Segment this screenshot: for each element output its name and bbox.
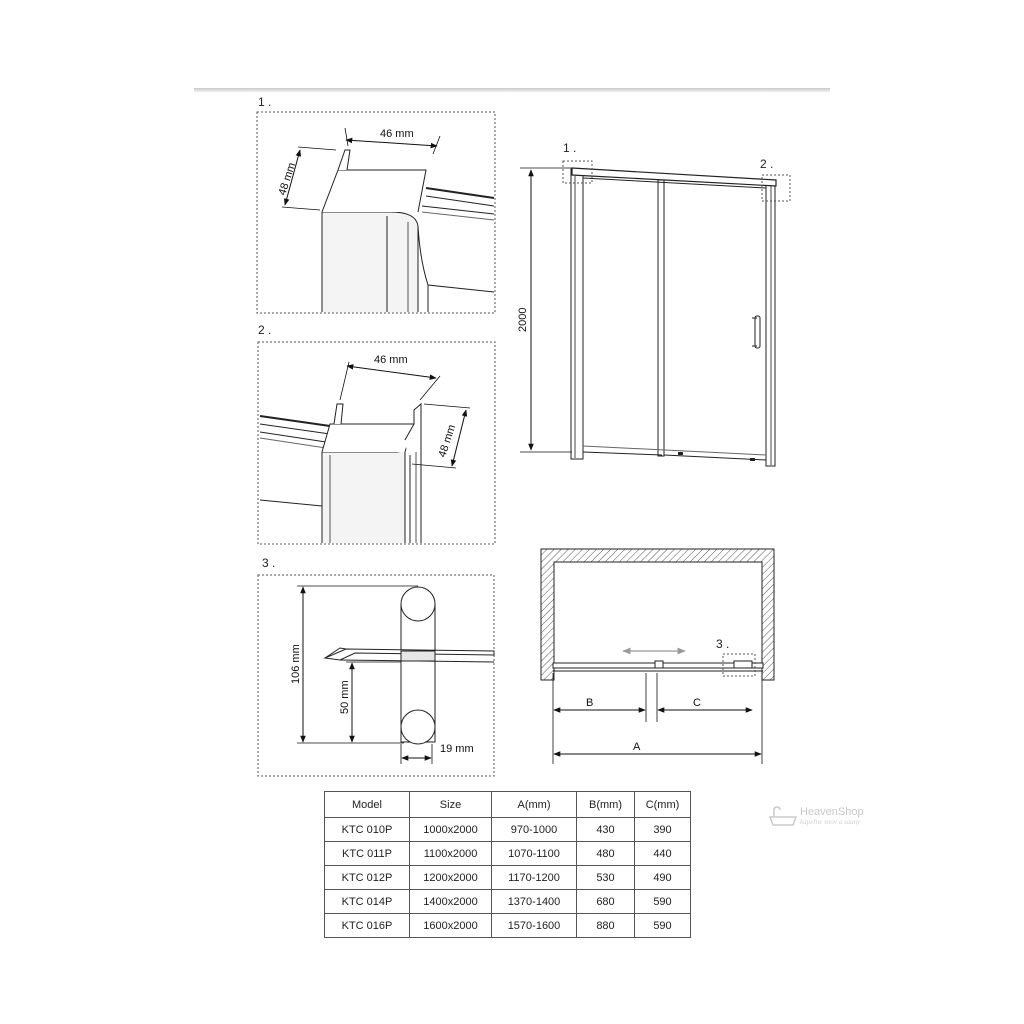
column-header: Size bbox=[410, 792, 492, 818]
plan-view bbox=[541, 549, 774, 764]
table-cell: 590 bbox=[635, 914, 691, 938]
table-row bbox=[325, 818, 691, 842]
watermark-brand: HeavenShop bbox=[800, 806, 864, 818]
detail-3-offset: 50 mm bbox=[339, 680, 351, 714]
table-cell: 880 bbox=[577, 914, 635, 938]
table-cell: 970-1000 bbox=[492, 818, 577, 842]
table-cell: 530 bbox=[577, 866, 635, 890]
dim-c-label: C bbox=[693, 697, 701, 709]
table-cell: 680 bbox=[577, 890, 635, 914]
detail-2-height: 48 mm bbox=[436, 423, 459, 459]
elevation-marker-1: 1 . bbox=[563, 141, 577, 155]
detail-3-total: 106 mm bbox=[290, 644, 302, 684]
table-cell: 1600x2000 bbox=[410, 914, 492, 938]
table-cell: KTC 016P bbox=[325, 914, 410, 938]
detail-2-label: 2 . bbox=[258, 323, 272, 337]
detail-1-width: 46 mm bbox=[380, 128, 414, 140]
table-cell: 490 bbox=[635, 866, 691, 890]
table-cell: 390 bbox=[635, 818, 691, 842]
table-cell: 1200x2000 bbox=[410, 866, 492, 890]
table-cell: 1570-1600 bbox=[492, 914, 577, 938]
table-cell: 1370-1400 bbox=[492, 890, 577, 914]
column-header: A(mm) bbox=[492, 792, 577, 818]
table-cell: 480 bbox=[577, 842, 635, 866]
table-header-row bbox=[325, 792, 691, 818]
dim-b-label: B bbox=[586, 697, 594, 709]
table-cell: KTC 010P bbox=[325, 818, 410, 842]
column-header: C(mm) bbox=[635, 792, 691, 818]
table-row bbox=[325, 890, 691, 914]
detail-3 bbox=[258, 556, 494, 776]
front-elevation bbox=[517, 141, 790, 466]
plan-marker-3: 3 . bbox=[716, 637, 730, 651]
table-cell: 430 bbox=[577, 818, 635, 842]
table-row bbox=[325, 842, 691, 866]
column-header: Model bbox=[325, 792, 410, 818]
table-cell: 1100x2000 bbox=[410, 842, 492, 866]
spec-table bbox=[324, 791, 691, 938]
detail-2-width: 46 mm bbox=[374, 354, 408, 366]
table-cell: 1070-1100 bbox=[492, 842, 577, 866]
elevation-marker-2: 2 . bbox=[760, 157, 774, 171]
table-cell: KTC 011P bbox=[325, 842, 410, 866]
table-cell: KTC 012P bbox=[325, 866, 410, 890]
column-header: B(mm) bbox=[577, 792, 635, 818]
detail-1-height: 48 mm bbox=[276, 161, 299, 197]
table-row bbox=[325, 866, 691, 890]
table-cell: 1400x2000 bbox=[410, 890, 492, 914]
detail-3-depth: 19 mm bbox=[440, 743, 474, 755]
table-cell: KTC 014P bbox=[325, 890, 410, 914]
detail-1 bbox=[257, 95, 495, 313]
bathtub-icon bbox=[768, 806, 798, 828]
elevation-height: 2000 bbox=[517, 307, 529, 332]
watermark-tagline: kúpeľne snov a sauny bbox=[800, 818, 861, 826]
dim-a-label: A bbox=[633, 741, 641, 753]
detail-2 bbox=[258, 323, 495, 544]
table-cell: 590 bbox=[635, 890, 691, 914]
table-cell: 1000x2000 bbox=[410, 818, 492, 842]
detail-3-label: 3 . bbox=[262, 556, 276, 570]
table-cell: 440 bbox=[635, 842, 691, 866]
table-row bbox=[325, 914, 691, 938]
watermark bbox=[768, 806, 878, 830]
detail-1-label: 1 . bbox=[258, 95, 272, 109]
table-cell: 1170-1200 bbox=[492, 866, 577, 890]
